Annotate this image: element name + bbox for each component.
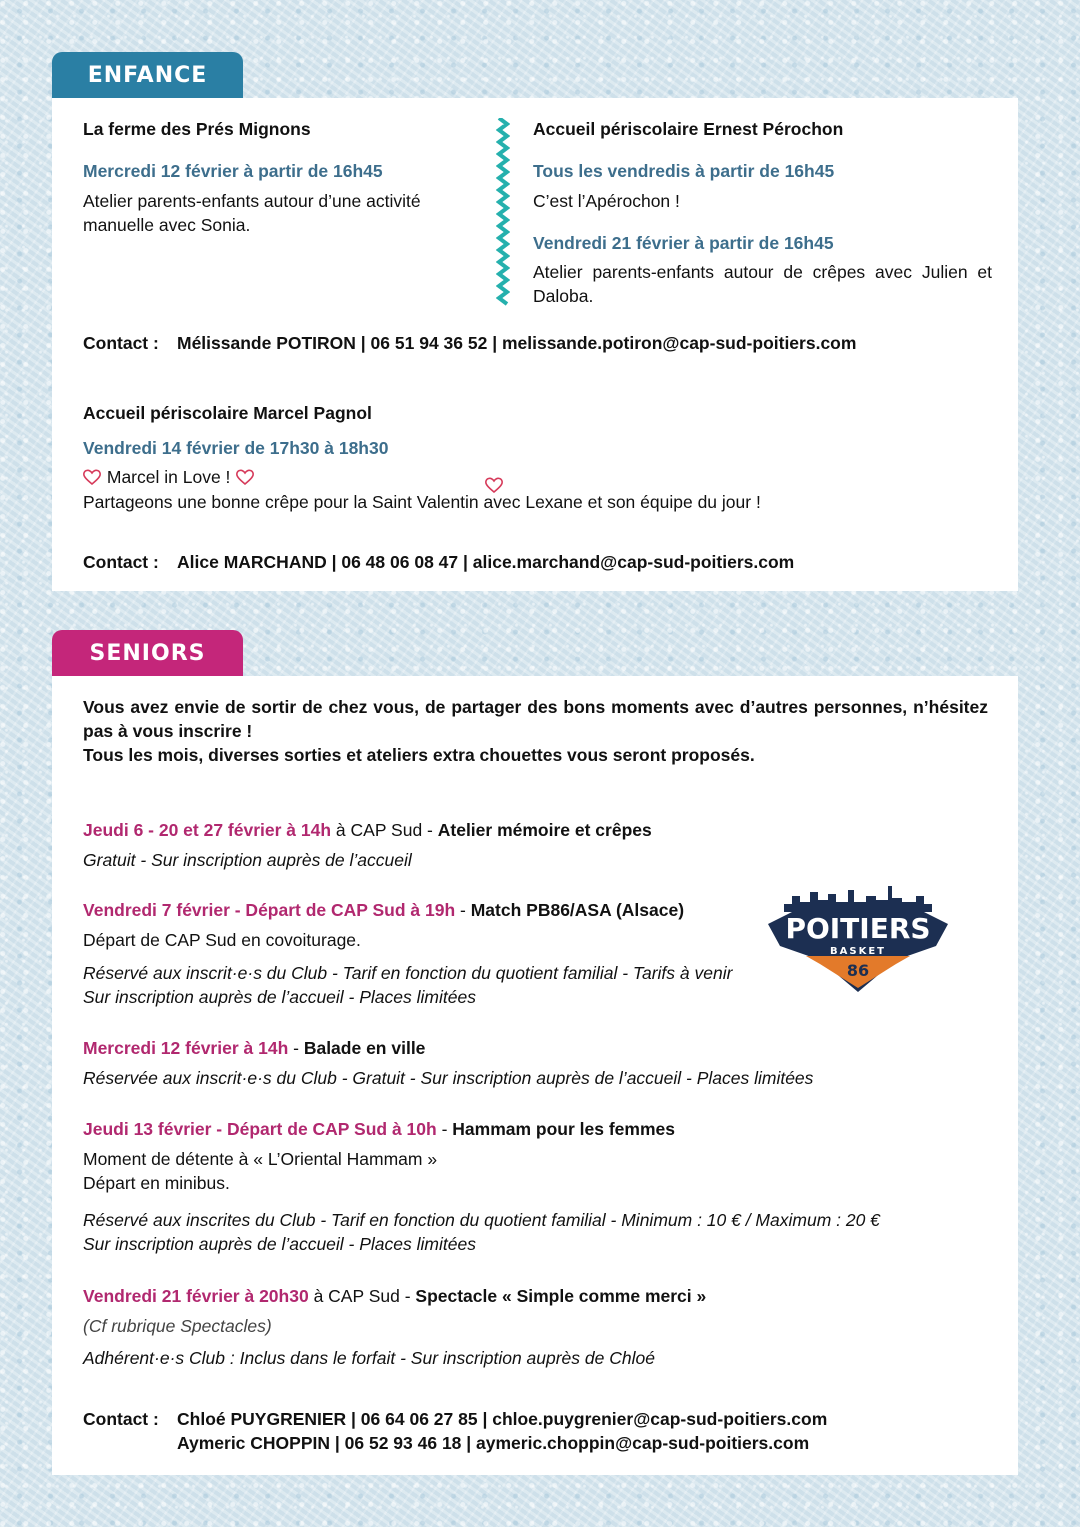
contact-label: Contact : (83, 333, 159, 353)
event-title: Atelier mémoire et crêpes (437, 820, 652, 840)
event-date: Mercredi 12 février à 14h (83, 1038, 289, 1058)
event-date: Vendredi 21 février à 20h30 (83, 1286, 309, 1306)
event-place: à CAP Sud - (331, 820, 438, 840)
contact-details: Chloé PUYGRENIER | 06 64 06 27 85 | chloe.puygrenier@cap-sud-poitiers.com (177, 1409, 828, 1429)
event-note: Gratuit - Sur inscription auprès de l’accueil (83, 850, 412, 870)
event-heading (83, 1117, 675, 1141)
event-place: - (288, 1038, 304, 1058)
event-note: Réservé aux inscrit·e·s du Club - Tarif en fonction du quotient familial - Tarifs à venir (83, 963, 733, 983)
ferme-date: Mercredi 12 février à partir de 16h45 (83, 161, 383, 181)
perochon-description-1: C’est l’Apérochon ! (533, 191, 680, 211)
pagnol-title: Accueil périscolaire Marcel Pagnol (83, 403, 372, 423)
contact-details: Mélissande POTIRON | 06 51 94 36 52 | melissande.potiron@cap-sud-poitiers.com (177, 333, 857, 353)
section-tab-enfance: ENFANCE (52, 52, 243, 98)
ferme-description: Atelier parents-enfants autour d’une activité manuelle avec Sonia. (83, 191, 421, 235)
event-heading (83, 1284, 706, 1308)
event-description: Départ en minibus. (83, 1173, 230, 1193)
event-place: - (436, 1119, 453, 1139)
pagnol-love-text: Marcel in Love ! (106, 467, 231, 487)
event-date: Jeudi 13 février - Départ de CAP Sud à 10h (83, 1119, 437, 1139)
perochon-title: Accueil périscolaire Ernest Pérochon (533, 119, 844, 139)
event-date: Jeudi 6 - 20 et 27 février à 14h (83, 820, 332, 840)
heart-icon (82, 468, 102, 486)
event-title: Balade en ville (303, 1038, 426, 1058)
event-description: Moment de détente à « L’Oriental Hammam » (83, 1149, 438, 1169)
event-place: - (455, 900, 471, 920)
event-heading (83, 898, 684, 922)
seniors-intro: Vous avez envie de sortir de chez vous, de partager des bons moments avec d’autres personnes, n’hésitez pas à vous inscrire ! (83, 697, 988, 741)
perochon-date-1: Tous les vendredis à partir de 16h45 (533, 161, 835, 181)
event-heading (83, 1036, 425, 1060)
event-heading (83, 818, 652, 842)
event-note: Adhérent·e·s Club : Inclus dans le forfait - Sur inscription auprès de Chloé (83, 1348, 655, 1368)
contact-details: Aymeric CHOPPIN | 06 52 93 46 18 | aymeric.choppin@cap-sud-poitiers.com (177, 1433, 810, 1453)
perochon-description-2: Atelier parents-enfants autour de crêpes avec Julien et Daloba. (533, 262, 992, 306)
event-title: Hammam pour les femmes (452, 1119, 675, 1139)
contact-label: Contact : (83, 552, 159, 572)
logo-main-text: POITIERS (785, 912, 931, 945)
seniors-intro-2: Tous les mois, diverses sorties et ateliers extra chouettes vous seront proposés. (83, 745, 755, 765)
pagnol-description: Partageons une bonne crêpe pour la Saint Valentin avec Lexane et son équipe du jour ! (83, 492, 761, 512)
contact-details: Alice MARCHAND | 06 48 06 08 47 | alice.marchand@cap-sud-poitiers.com (177, 552, 795, 572)
poitiers-basket-logo (766, 884, 950, 996)
event-note: Réservée aux inscrit·e·s du Club - Gratuit - Sur inscription auprès de l’accueil - Places limitées (83, 1068, 814, 1088)
event-title: Spectacle « Simple comme merci » (415, 1286, 707, 1306)
event-reference: (Cf rubrique Spectacles) (83, 1316, 272, 1336)
contact-label: Contact : (83, 1409, 159, 1429)
heart-icon (235, 468, 255, 486)
pagnol-love-line (82, 465, 255, 489)
logo-mark-text: 86 (846, 961, 870, 980)
event-title: Match PB86/ASA (Alsace) (470, 900, 685, 920)
event-place: à CAP Sud - (308, 1286, 416, 1306)
event-note: Sur inscription auprès de l’accueil - Places limitées (83, 987, 476, 1007)
column-divider (496, 118, 510, 308)
event-description: Départ de CAP Sud en covoiturage. (83, 930, 361, 950)
event-date: Vendredi 7 février - Départ de CAP Sud à 19h (83, 900, 456, 920)
logo-sub-text: BASKET (830, 946, 886, 957)
event-note: Sur inscription auprès de l’accueil - Places limitées (83, 1234, 476, 1254)
section-tab-seniors: SENIORS (52, 630, 243, 676)
event-note: Réservé aux inscrites du Club - Tarif en fonction du quotient familial - Minimum : 10 € / Maximum : 20 € (83, 1210, 880, 1230)
ferme-title: La ferme des Prés Mignons (83, 119, 311, 139)
pagnol-date: Vendredi 14 février de 17h30 à 18h30 (83, 438, 389, 458)
perochon-date-2: Vendredi 21 février à partir de 16h45 (533, 233, 834, 253)
